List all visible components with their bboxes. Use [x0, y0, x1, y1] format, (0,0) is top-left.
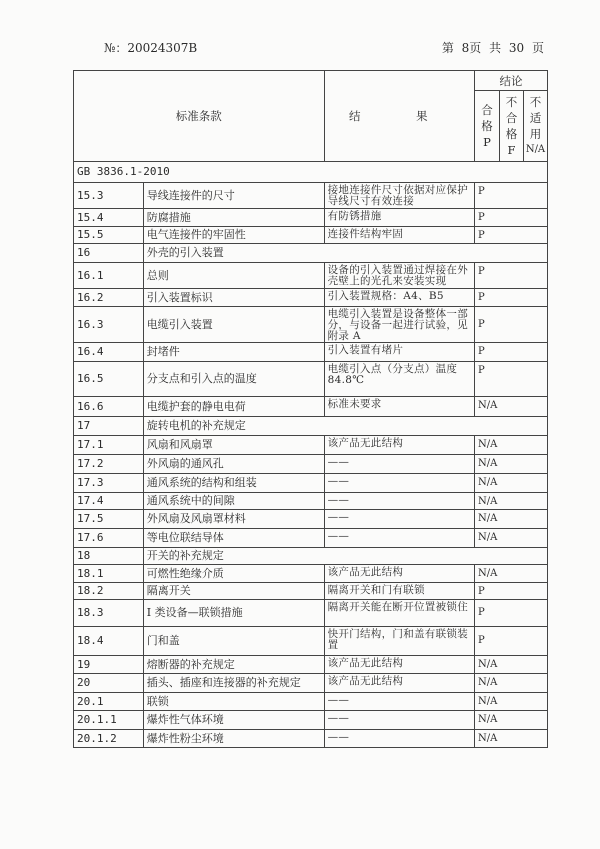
header-na-char: N/A — [525, 144, 546, 155]
clause-number: 18.2 — [74, 583, 144, 600]
section-row — [74, 244, 548, 263]
clause-number: 18.4 — [74, 627, 144, 656]
header-fail — [500, 91, 524, 162]
verdict: N/A — [474, 693, 547, 711]
clause-number: 18.3 — [74, 600, 144, 627]
table-row — [74, 711, 548, 730]
verdict: P — [474, 209, 547, 227]
clause-title: 电气连接件的牢固性 — [143, 227, 324, 244]
clause-number: 18 — [74, 548, 144, 565]
result-text: 快开门结构，门和盖有联锁装置 — [324, 627, 474, 656]
clause-number: 16.5 — [74, 362, 144, 397]
result-text: 隔离开关和门有联锁 — [324, 583, 474, 600]
result-text: 引入装置规格：A4、B5 — [324, 289, 474, 307]
verdict: N/A — [474, 510, 547, 529]
table-row — [74, 565, 548, 583]
clause-number: 15.5 — [74, 227, 144, 244]
clause-title: 爆炸性粉尘环境 — [143, 730, 324, 748]
result-text: —— — [324, 711, 474, 730]
clause-title: 通风系统中的间隙 — [143, 493, 324, 510]
clause-number: 16.1 — [74, 263, 144, 289]
clause-number: 17.6 — [74, 529, 144, 548]
clause-title: 外壳的引入装置 — [143, 244, 547, 263]
table-row — [74, 493, 548, 510]
result-text: 有防锈措施 — [324, 209, 474, 227]
clause-number: 16 — [74, 244, 144, 263]
result-text: 标准未要求 — [324, 397, 474, 417]
verdict: N/A — [474, 493, 547, 510]
clause-title: 等电位联结导体 — [143, 529, 324, 548]
result-text: —— — [324, 529, 474, 548]
clause-title: 封堵件 — [143, 343, 324, 362]
table-row — [74, 600, 548, 627]
result-text: 隔离开关能在断开位置被锁住 — [324, 600, 474, 627]
verdict: N/A — [474, 656, 547, 674]
table-row — [74, 436, 548, 455]
clause-title: 隔离开关 — [143, 583, 324, 600]
inspection-table — [73, 70, 548, 748]
header-result — [324, 71, 474, 162]
clause-number: 17.5 — [74, 510, 144, 529]
clause-number: 17.1 — [74, 436, 144, 455]
header-na-char: 用 — [529, 127, 542, 141]
header-conclusion: 结论 — [474, 71, 547, 91]
header-pass — [474, 91, 499, 162]
verdict: N/A — [474, 674, 547, 693]
table-row — [74, 627, 548, 656]
header-clause: 标准条款 — [74, 71, 325, 162]
header-na-char: 适 — [529, 111, 542, 125]
table-row — [74, 362, 548, 397]
verdict: P — [474, 600, 547, 627]
table-row — [74, 307, 548, 343]
clause-number: 20 — [74, 674, 144, 693]
clause-title: 熔断器的补充规定 — [143, 656, 324, 674]
clause-number: 20.1 — [74, 693, 144, 711]
clause-title: 导线连接件的尺寸 — [143, 183, 324, 209]
verdict: P — [474, 627, 547, 656]
header-pass-char: P — [483, 135, 491, 149]
result-text: 该产品无此结构 — [324, 674, 474, 693]
clause-title: 爆炸性气体环境 — [143, 711, 324, 730]
clause-title: 外风扇的通风孔 — [143, 455, 324, 474]
table-row — [74, 397, 548, 417]
result-text: —— — [324, 510, 474, 529]
clause-number: 16.2 — [74, 289, 144, 307]
result-text: 设备的引入装置通过焊接在外壳壁上的光孔来安装实现 — [324, 263, 474, 289]
clause-number: 17.4 — [74, 493, 144, 510]
clause-title: 防腐措施 — [143, 209, 324, 227]
table-row — [74, 227, 548, 244]
clause-number: 16.4 — [74, 343, 144, 362]
result-text: —— — [324, 493, 474, 510]
clause-title: 插头、插座和连接器的补充规定 — [143, 674, 324, 693]
verdict: P — [474, 583, 547, 600]
clause-title: 通风系统的结构和组装 — [143, 474, 324, 493]
result-text: 电缆引入装置是设备整体一部分，与设备一起进行试验，见附录 A — [324, 307, 474, 343]
verdict: N/A — [474, 711, 547, 730]
clause-title: 联锁 — [143, 693, 324, 711]
verdict: N/A — [474, 565, 547, 583]
result-text: 电缆引入点（分支点）温度 84.8℃ — [324, 362, 474, 397]
section-row — [74, 548, 548, 565]
clause-number: 16.6 — [74, 397, 144, 417]
result-text: —— — [324, 730, 474, 748]
verdict: P — [474, 307, 547, 343]
table-row — [74, 289, 548, 307]
header-fail-char: 格 — [505, 127, 518, 141]
clause-number: 18.1 — [74, 565, 144, 583]
result-text: 该产品无此结构 — [324, 436, 474, 455]
verdict: P — [474, 263, 547, 289]
verdict: N/A — [474, 529, 547, 548]
clause-title: 电缆护套的静电电荷 — [143, 397, 324, 417]
result-text: —— — [324, 693, 474, 711]
clause-number: 15.3 — [74, 183, 144, 209]
table-row — [74, 183, 548, 209]
header-na-char: 不 — [529, 95, 542, 109]
clause-number: 16.3 — [74, 307, 144, 343]
verdict: N/A — [474, 474, 547, 493]
verdict: P — [474, 343, 547, 362]
result-text: —— — [324, 474, 474, 493]
verdict: P — [474, 362, 547, 397]
header-fail-char: 不 — [505, 95, 518, 109]
header-fail-char: 合 — [505, 111, 518, 125]
result-text: 接地连接件尺寸依据对应保护导线尺寸有效连接 — [324, 183, 474, 209]
table-row — [74, 656, 548, 674]
table-row — [74, 474, 548, 493]
table-row — [74, 510, 548, 529]
section-row — [74, 417, 548, 436]
table-row — [74, 529, 548, 548]
table-row — [74, 674, 548, 693]
clause-title: 引入装置标识 — [143, 289, 324, 307]
result-text: 引入装置有堵片 — [324, 343, 474, 362]
verdict: P — [474, 227, 547, 244]
verdict: N/A — [474, 436, 547, 455]
clause-title: 电缆引入装置 — [143, 307, 324, 343]
clause-title: 风扇和风扇罩 — [143, 436, 324, 455]
clause-title: 外风扇及风扇罩材料 — [143, 510, 324, 529]
clause-number: 17.2 — [74, 455, 144, 474]
clause-number: 17 — [74, 417, 144, 436]
page-indicator: 第 8页 共 30 页 — [441, 41, 544, 55]
table-row — [74, 343, 548, 362]
result-text: 该产品无此结构 — [324, 656, 474, 674]
verdict: P — [474, 183, 547, 209]
report-number: №：20024307B — [104, 41, 198, 55]
clause-title: I 类设备—联锁措施 — [143, 600, 324, 627]
clause-number: 20.1.1 — [74, 711, 144, 730]
result-text: —— — [324, 455, 474, 474]
table-row — [74, 209, 548, 227]
clause-title: 旋转电机的补充规定 — [143, 417, 547, 436]
clause-number: 17.3 — [74, 474, 144, 493]
verdict: N/A — [474, 397, 547, 417]
clause-title: 开关的补充规定 — [143, 548, 547, 565]
header-na — [523, 91, 547, 162]
clause-number: 19 — [74, 656, 144, 674]
clause-title: 分支点和引入点的温度 — [143, 362, 324, 397]
header-pass-char: 格 — [481, 119, 493, 133]
verdict: N/A — [474, 455, 547, 474]
result-text: 连接件结构牢固 — [324, 227, 474, 244]
header-result-label: 结 果 — [349, 109, 450, 123]
header-pass-char: 合 — [481, 103, 493, 117]
table-row — [74, 693, 548, 711]
clause-title: 门和盖 — [143, 627, 324, 656]
header-fail-char: F — [507, 143, 516, 157]
result-text: 该产品无此结构 — [324, 565, 474, 583]
table-row — [74, 583, 548, 600]
clause-title: 可燃性绝缘介质 — [143, 565, 324, 583]
standard-row: GB 3836.1-2010 — [74, 162, 548, 183]
table-row — [74, 455, 548, 474]
verdict: P — [474, 289, 547, 307]
clause-title: 总则 — [143, 263, 324, 289]
clause-number: 20.1.2 — [74, 730, 144, 748]
table-row — [74, 730, 548, 748]
table-row — [74, 263, 548, 289]
verdict: N/A — [474, 730, 547, 748]
clause-number: 15.4 — [74, 209, 144, 227]
